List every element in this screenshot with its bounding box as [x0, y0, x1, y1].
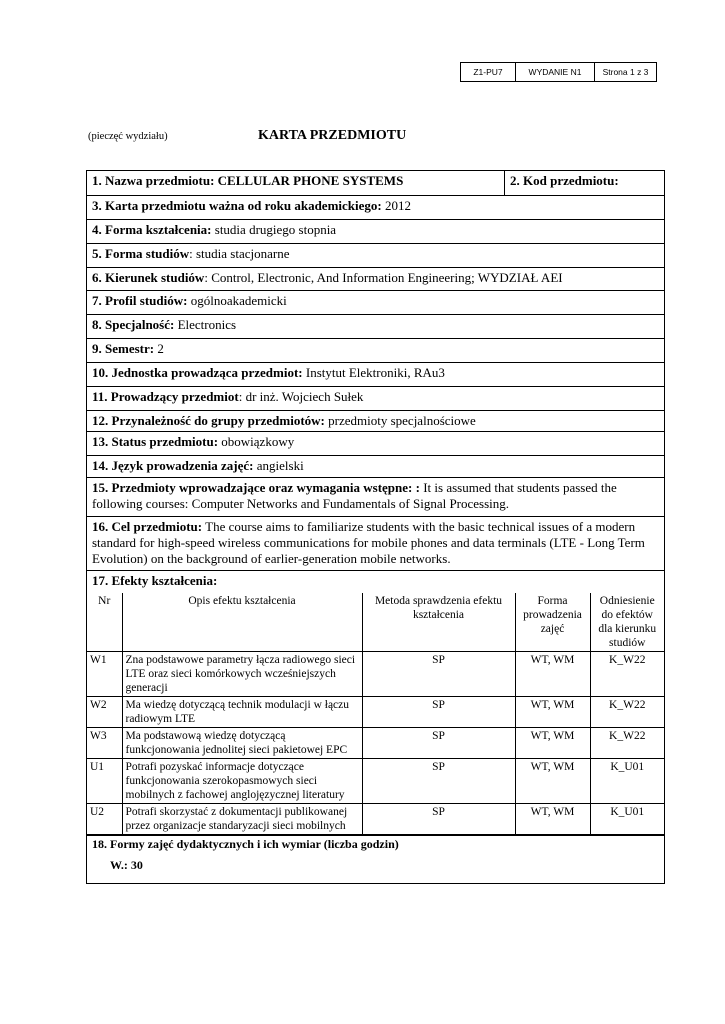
table-row	[87, 697, 664, 728]
cell-description: Potrafi skorzystać z dokumentacji publikowanej przez organizacje standaryzacji sieci mobilnych	[122, 804, 362, 835]
semester-value: 2	[154, 341, 164, 356]
table-row	[87, 652, 664, 697]
col-header-reference: Odniesienie do efektów dla kierunku studiów	[590, 593, 664, 652]
prerequisites-value: It is assumed that students passed the following courses: Computer Networks and Fundamentals of Signal Processing.	[92, 480, 617, 511]
learning-outcomes-label: 17. Efekty kształcenia:	[92, 573, 218, 588]
row-course-goal	[87, 516, 664, 570]
cell-nr: W1	[87, 652, 122, 697]
course-goal-value: The course aims to familiarize students with the basic technical issues of a modern standard for high-speed wireless communications for mobile phones and data terminals (LTE - Long Term Evolution) on the background of earlier-generation mobile networks.	[92, 519, 645, 566]
semester-label: 9. Semestr:	[92, 341, 155, 356]
cell-nr: U2	[87, 804, 122, 835]
table-row	[87, 759, 664, 804]
row-lecturer	[87, 386, 664, 410]
row-education-form	[87, 219, 664, 243]
cell-description: Ma wiedzę dotyczącą technik modulacji w łączu radiowym LTE	[122, 697, 362, 728]
row-study-form	[87, 243, 664, 267]
cell-form: WT, WM	[515, 728, 590, 759]
cell-reference: K_W22	[590, 697, 664, 728]
col-header-method: Metoda sprawdzenia efektu kształcenia	[362, 593, 515, 652]
document-header-box	[460, 62, 657, 82]
cell-form: WT, WM	[515, 652, 590, 697]
specialty-label: 8. Specjalność:	[92, 317, 175, 332]
row-semester	[87, 338, 664, 362]
cell-nr: W2	[87, 697, 122, 728]
row-unit	[87, 362, 664, 386]
cell-reference: K_U01	[590, 759, 664, 804]
cell-method: SP	[362, 759, 515, 804]
prerequisites-label: 15. Przedmioty wprowadzające oraz wymagania wstępne: :	[92, 480, 420, 495]
study-profile-label: 7. Profil studiów:	[92, 293, 188, 308]
cell-method: SP	[362, 697, 515, 728]
study-form-label: 5. Forma studiów	[92, 246, 190, 261]
language-label: 14. Język prowadzenia zajęć:	[92, 458, 254, 473]
field-of-study-value: : Control, Electronic, And Information Engineering; WYDZIAŁ AEI	[204, 270, 563, 285]
cell-description: Ma podstawową wiedzę dotyczącą funkcjonowania jednolitej sieci pakietowej EPC	[122, 728, 362, 759]
learning-outcomes-table	[87, 593, 664, 835]
cell-form: WT, WM	[515, 804, 590, 835]
row-course-status	[87, 431, 664, 455]
cell-description: Zna podstawowe parametry łącza radiowego sieci LTE oraz sieci komórkowych wcześniejszych generacji	[122, 652, 362, 697]
row-prerequisites	[87, 477, 664, 516]
cell-nr: U1	[87, 759, 122, 804]
language-value: angielski	[253, 458, 304, 473]
col-header-form: Forma prowadzenia zajęć	[515, 593, 590, 652]
row-course-group	[87, 410, 664, 431]
specialty-value: Electronics	[174, 317, 237, 332]
valid-from-value: 2012	[381, 198, 411, 213]
course-group-value: przedmioty specjalnościowe	[324, 413, 476, 428]
cell-nr: W3	[87, 728, 122, 759]
cell-reference: K_W22	[590, 652, 664, 697]
cell-form: WT, WM	[515, 697, 590, 728]
teaching-forms-label: 18. Formy zajęć dydaktycznych i ich wymiar (liczba godzin)	[92, 837, 399, 851]
study-form-value: : studia stacjonarne	[189, 246, 290, 261]
education-form-value: studia drugiego stopnia	[211, 222, 337, 237]
row-field-of-study	[87, 267, 664, 290]
col-header-description: Opis efektu kształcenia	[122, 593, 362, 652]
course-group-label: 12. Przynależność do grupy przedmiotów:	[92, 413, 325, 428]
row-teaching-forms	[87, 835, 664, 883]
course-card-form	[86, 170, 665, 884]
faculty-stamp-label: (pieczęć wydziału)	[88, 131, 168, 142]
education-form-label: 4. Forma kształcenia:	[92, 222, 212, 237]
doc-edition: WYDANIE N1	[515, 63, 594, 81]
field-of-study-label: 6. Kierunek studiów	[92, 270, 205, 285]
study-profile-value: ogólnoakademicki	[187, 293, 287, 308]
row-course-name	[87, 171, 664, 195]
course-goal-label: 16. Cel przedmiotu:	[92, 519, 203, 534]
cell-method: SP	[362, 728, 515, 759]
unit-label: 10. Jednostka prowadząca przedmiot:	[92, 365, 303, 380]
lecturer-label: 11. Prowadzący przedmiot	[92, 389, 239, 404]
table-row	[87, 728, 664, 759]
unit-value: Instytut Elektroniki, RAu3	[302, 365, 445, 380]
cell-form: WT, WM	[515, 759, 590, 804]
col-header-nr: Nr	[87, 593, 122, 652]
teaching-hours-value: W.: 30	[110, 858, 143, 872]
table-header-row	[87, 593, 664, 652]
doc-page: Strona 1 z 3	[594, 63, 656, 81]
cell-reference: K_W22	[590, 728, 664, 759]
lecturer-value: : dr inż. Wojciech Sułek	[238, 389, 364, 404]
page-title: KARTA PRZEDMIOTU	[258, 128, 407, 143]
course-status-label: 13. Status przedmiotu:	[92, 434, 219, 449]
cell-method: SP	[362, 652, 515, 697]
cell-description: Potrafi pozyskać informacje dotyczące funkcjonowania szerokopasmowych sieci mobilnych z fachowej anglojęzycznej literatury	[122, 759, 362, 804]
valid-from-label: 3. Karta przedmiotu ważna od roku akademickiego:	[92, 198, 382, 213]
row-language	[87, 455, 664, 477]
course-name-label: 1. Nazwa przedmiotu: CELLULAR PHONE SYSTEMS	[92, 173, 404, 188]
table-row	[87, 804, 664, 835]
row-specialty	[87, 314, 664, 338]
row-study-profile	[87, 290, 664, 314]
row-valid-from	[87, 195, 664, 219]
cell-method: SP	[362, 804, 515, 835]
doc-code: Z1-PU7	[473, 67, 503, 77]
course-code-label: 2. Kod przedmiotu:	[510, 173, 619, 188]
cell-reference: K_U01	[590, 804, 664, 835]
row-learning-outcomes	[87, 570, 664, 593]
course-status-value: obowiązkowy	[218, 434, 295, 449]
